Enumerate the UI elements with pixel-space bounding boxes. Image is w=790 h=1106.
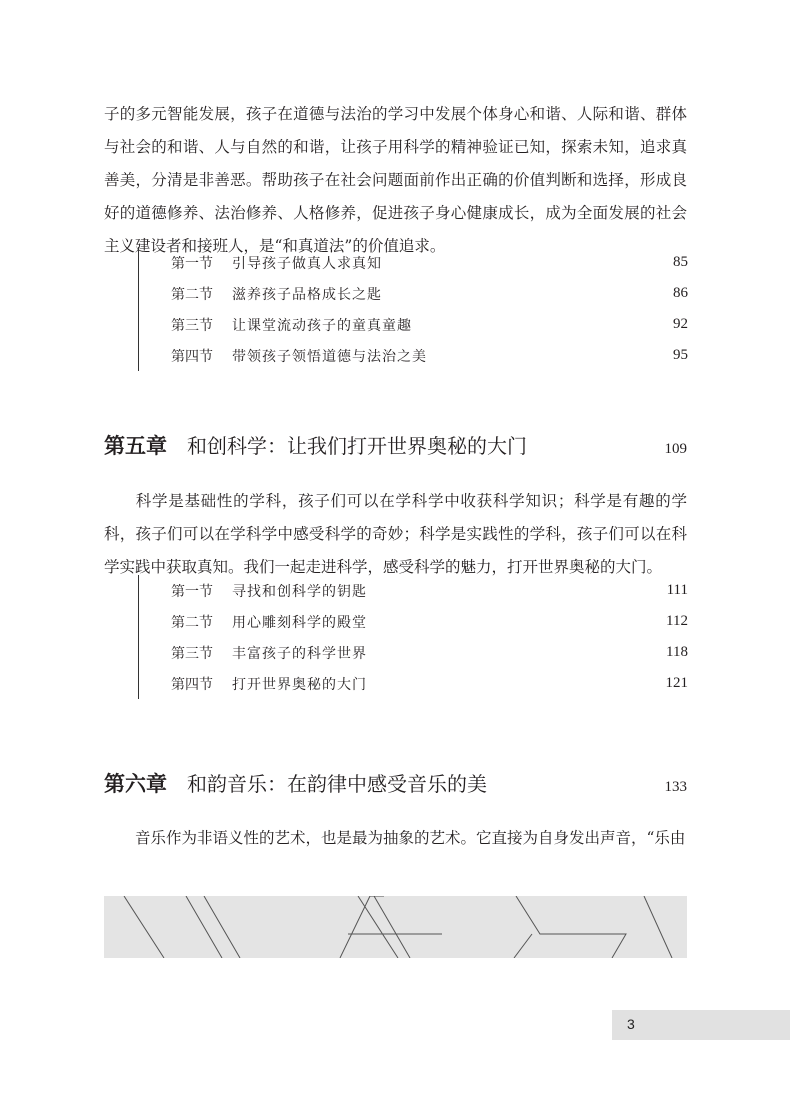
toc-row[interactable]: [139, 309, 688, 340]
toc-section-label: 第二节: [171, 614, 213, 631]
toc-row[interactable]: [139, 575, 688, 606]
page-number-bar: [612, 1010, 790, 1040]
toc-section-title: 打开世界奥秘的大门: [232, 676, 367, 693]
chapter6-paragraph: [104, 822, 687, 855]
toc-section-label: 第一节: [171, 255, 213, 272]
toc-row[interactable]: [139, 278, 688, 309]
toc-page-number: 95: [673, 347, 688, 363]
chapter-page-number: 133: [664, 779, 687, 795]
decorative-band: [104, 896, 687, 958]
toc-section-title: 用心雕刻科学的殿堂: [232, 614, 367, 631]
toc-page-number: 111: [666, 582, 688, 598]
chapter-title: 和创科学：让我们打开世界奥秘的大门: [187, 434, 527, 458]
chapter-number: 第六章: [104, 772, 167, 796]
toc-section-label: 第一节: [171, 583, 213, 600]
chapter5-toc: [138, 575, 688, 699]
toc-section-label: 第二节: [171, 286, 213, 303]
chapter-page-number: 109: [664, 441, 687, 457]
chapter5-paragraph-text: 科学是基础性的学科，孩子们可以在学科学中收获科学知识；科学是有趣的学科，孩子们可以在学科学中感受科学的奇妙；科学是实践性的学科，孩子们可以在科学实践中获取真知。我们一起走进科学，感受科学的魅力，打开世界奥秘的大门。: [104, 492, 687, 576]
chapter6-heading[interactable]: [104, 768, 687, 798]
toc-page-number: 112: [666, 613, 688, 629]
page-number: 3: [627, 1016, 635, 1032]
toc-row[interactable]: [139, 668, 688, 699]
decorative-lines-graphic: [104, 896, 687, 958]
toc-section-title: 带领孩子领悟道德与法治之美: [232, 348, 427, 365]
toc-section-title: 寻找和创科学的钥匙: [232, 583, 367, 600]
toc-row[interactable]: [139, 637, 688, 668]
toc-page-number: 86: [673, 285, 688, 301]
toc-section-label: 第三节: [171, 317, 213, 334]
chapter4-toc: [138, 247, 688, 371]
toc-page-number: 92: [673, 316, 688, 332]
toc-page-number: 118: [666, 644, 688, 660]
toc-section-label: 第四节: [171, 676, 213, 693]
toc-row[interactable]: [139, 247, 688, 278]
toc-page-number: 121: [665, 675, 688, 691]
toc-section-label: 第四节: [171, 348, 213, 365]
chapter5-paragraph: [104, 485, 687, 584]
chapter5-heading[interactable]: [104, 430, 687, 460]
toc-section-label: 第三节: [171, 645, 213, 662]
toc-page-number: 85: [673, 254, 688, 270]
toc-section-title: 滋养孩子品格成长之匙: [232, 286, 382, 303]
toc-row[interactable]: [139, 606, 688, 637]
toc-section-title: 丰富孩子的科学世界: [232, 645, 367, 662]
toc-section-title: 让课堂流动孩子的童真童趣: [232, 317, 412, 334]
toc-row[interactable]: [139, 340, 688, 371]
chapter-number: 第五章: [104, 434, 167, 458]
chapter-title: 和韵音乐：在韵律中感受音乐的美: [187, 772, 487, 796]
intro-paragraph: 子的多元智能发展，孩子在道德与法治的学习中发展个体身心和谐、人际和谐、群体与社会的和谐、人与自然的和谐，让孩子用科学的精神验证已知，探索未知，追求真善美，分清是非善恶。帮助孩子在社会问题面前作出正确的价值判断和选择，形成良好的道德修养、法治修养、人格修养，促进孩子身心健康成长，成为全面发展的社会主义建设者和接班人，是“和真道法”的价值追求。: [104, 105, 687, 255]
toc-section-title: 引导孩子做真人求真知: [232, 255, 382, 272]
chapter6-paragraph-text: 音乐作为非语义性的艺术，也是最为抽象的艺术。它直接为自身发出声音，“乐由: [135, 829, 686, 847]
